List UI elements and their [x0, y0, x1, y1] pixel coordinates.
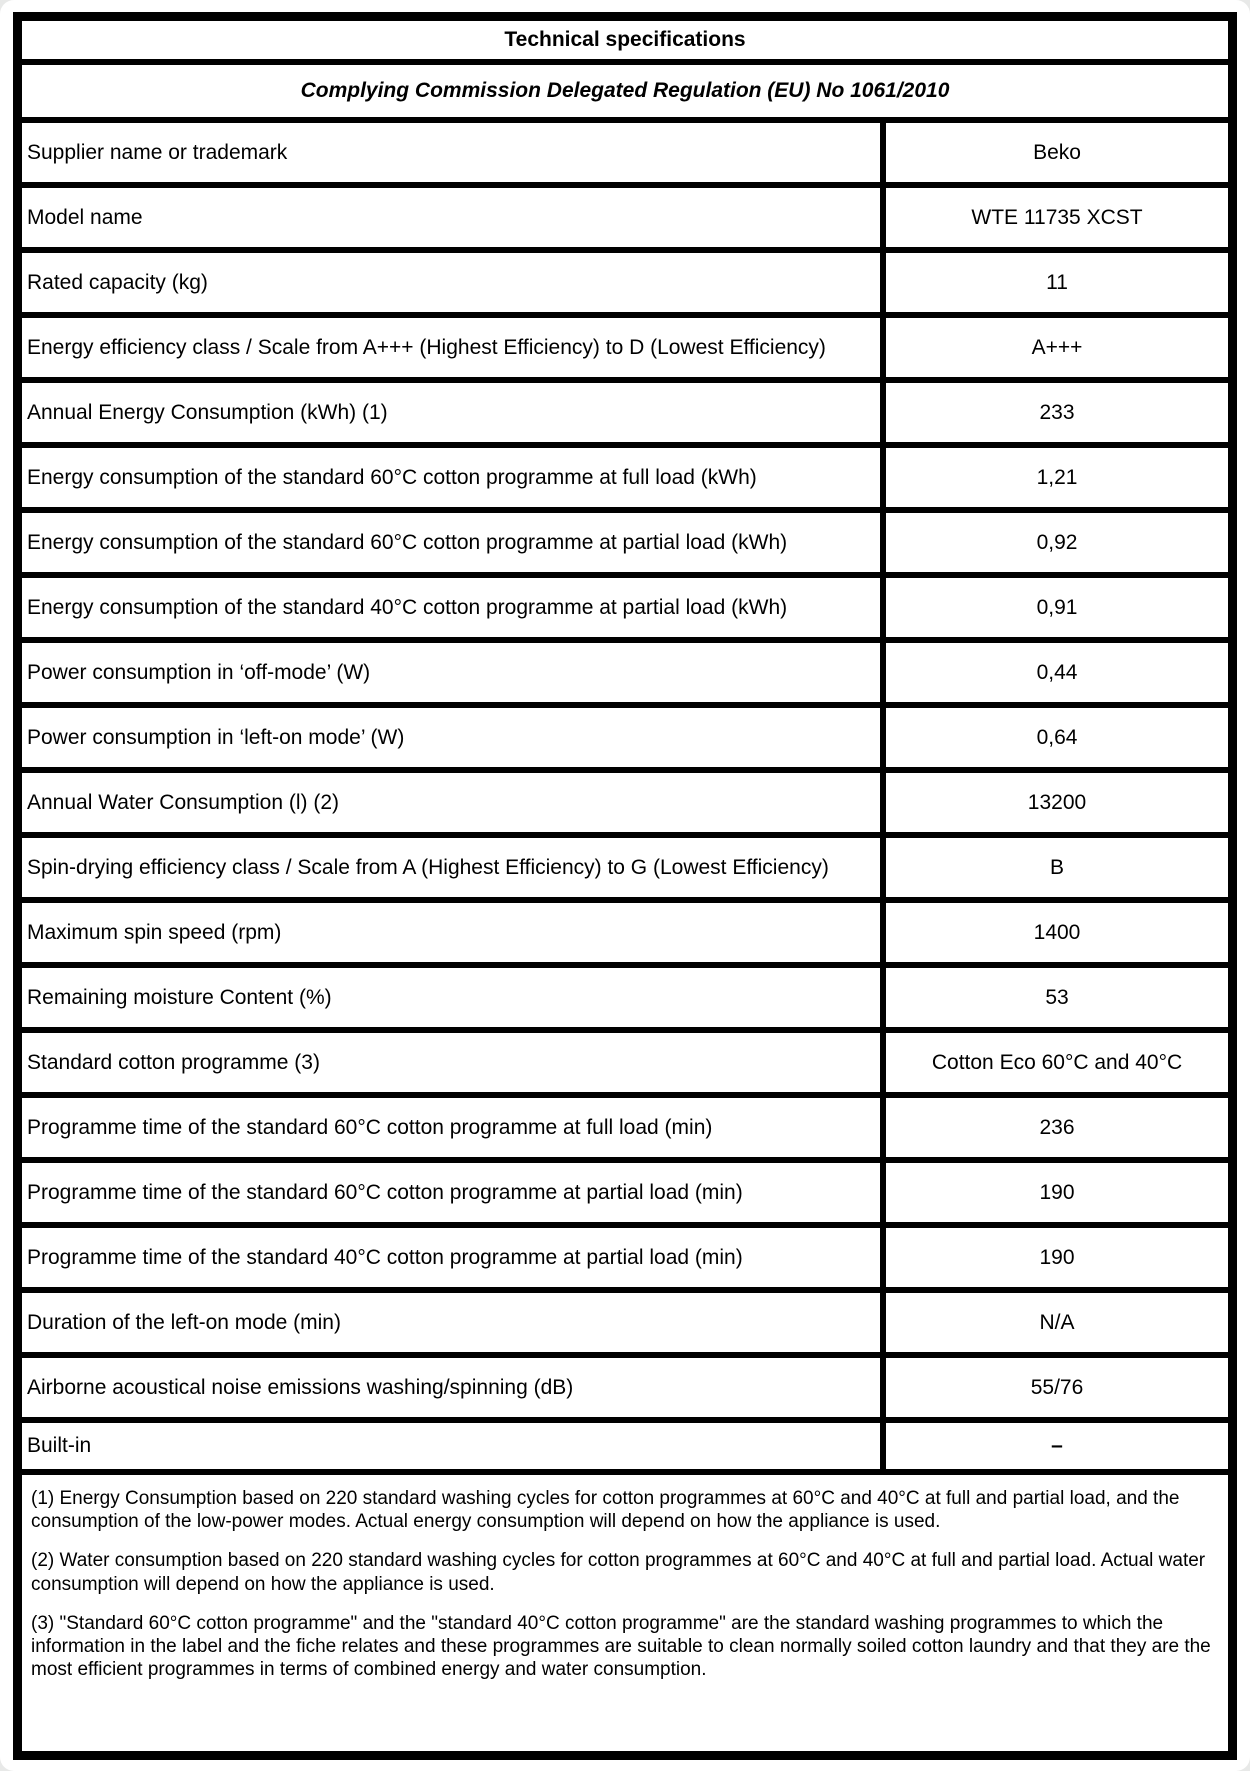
- row-power-left-on-mode: [22, 708, 1228, 773]
- spec-label: Supplier name or trademark: [22, 123, 886, 182]
- spec-label: Energy consumption of the standard 40°C cotton programme at partial load (kWh): [22, 578, 886, 637]
- spec-label: Model name: [22, 188, 886, 247]
- spec-value: 11: [1046, 270, 1068, 294]
- spec-value: 0,91: [1036, 595, 1078, 619]
- spec-label: Power consumption in ‘left-on mode’ (W): [22, 708, 886, 767]
- footnote-water: (2) Water consumption based on 220 standard washing cycles for cotton programmes at 60°C and 40°C at full and partial load. Actual water consumption will depend on how the appliance is used.: [31, 1550, 1206, 1595]
- spec-label: Energy efficiency class / Scale from A+++ (Highest Efficiency) to D (Lowest Efficiency): [22, 318, 886, 377]
- spec-value: B: [1049, 855, 1064, 879]
- spec-value: 53: [1045, 985, 1069, 1009]
- spec-label: Airborne acoustical noise emissions washing/spinning (dB): [22, 1358, 886, 1417]
- spec-value: 236: [1039, 1115, 1075, 1139]
- spec-value: N/A: [1039, 1310, 1075, 1334]
- spec-value: 0,92: [1036, 530, 1078, 554]
- spec-label: Maximum spin speed (rpm): [22, 903, 886, 962]
- table-subtitle-row: [22, 65, 1228, 123]
- spec-value: 1400: [1033, 920, 1081, 944]
- row-airborne-noise-emissions: [22, 1358, 1228, 1423]
- spec-value: Cotton Eco 60°C and 40°C: [931, 1050, 1183, 1074]
- spec-value: 13200: [1027, 790, 1087, 814]
- spec-value: 1,21: [1036, 465, 1078, 489]
- row-model-name: [22, 188, 1228, 253]
- row-supplier-name: [22, 123, 1228, 188]
- spec-label: Standard cotton programme (3): [22, 1033, 886, 1092]
- spec-value: –: [1051, 1434, 1063, 1457]
- spec-label: Programme time of the standard 60°C cotton programme at full load (min): [22, 1098, 886, 1157]
- row-annual-water-consumption: [22, 773, 1228, 838]
- spec-label: Power consumption in ‘off-mode’ (W): [22, 643, 886, 702]
- footnote-standard-programme: (3) "Standard 60°C cotton programme" and the "standard 40°C cotton programme" are the standard washing programmes to which the information in the label and the fiche relates and these programmes are suitable to clean normally soiled cotton laundry and that they are the most efficient programmes in terms of combined energy and water consumption.: [31, 1612, 1211, 1681]
- footnote-energy: (1) Energy Consumption based on 220 standard washing cycles for cotton programmes at 60°C and 40°C at full and partial load, and the consumption of the low-power modes. Actual energy consumption will depend on how the appliance is used.: [31, 1488, 1180, 1533]
- spec-label: Annual Energy Consumption (kWh) (1): [22, 383, 886, 442]
- spec-label: Energy consumption of the standard 60°C cotton programme at partial load (kWh): [22, 513, 886, 572]
- spec-label: Rated capacity (kg): [22, 253, 886, 312]
- regulation-subtitle: Complying Commission Delegated Regulation (EU) No 1061/2010: [300, 79, 950, 102]
- row-programme-time-40c-partial-load: [22, 1228, 1228, 1293]
- spec-value: WTE 11735 XCST: [971, 205, 1143, 229]
- row-programme-time-60c-full-load: [22, 1098, 1228, 1163]
- row-built-in: [22, 1423, 1228, 1475]
- spec-label: Energy consumption of the standard 60°C cotton programme at full load (kWh): [22, 448, 886, 507]
- footnotes-section: [22, 1475, 1228, 1751]
- spec-value: 55/76: [1030, 1375, 1084, 1399]
- spec-label: Remaining moisture Content (%): [22, 968, 886, 1027]
- spec-value: 0,44: [1036, 660, 1078, 684]
- technical-specifications-table: [13, 12, 1237, 1760]
- spec-label: Built-in: [22, 1423, 886, 1469]
- row-remaining-moisture-content: [22, 968, 1228, 1033]
- row-power-off-mode: [22, 643, 1228, 708]
- row-energy-efficiency-class: [22, 318, 1228, 383]
- row-rated-capacity: [22, 253, 1228, 318]
- table-title-row: [22, 21, 1228, 65]
- row-maximum-spin-speed: [22, 903, 1228, 968]
- row-programme-time-60c-partial-load: [22, 1163, 1228, 1228]
- row-standard-cotton-programme: [22, 1033, 1228, 1098]
- spec-value: A+++: [1031, 335, 1083, 359]
- footnotes-row: [22, 1475, 1228, 1751]
- spec-label: Programme time of the standard 40°C cotton programme at partial load (min): [22, 1228, 886, 1287]
- spec-value: 190: [1039, 1245, 1075, 1269]
- table-title: Technical specifications: [504, 28, 746, 51]
- row-annual-energy-consumption: [22, 383, 1228, 448]
- spec-value: 0,64: [1036, 725, 1078, 749]
- row-energy-60c-full-load: [22, 448, 1228, 513]
- spec-value: Beko: [1033, 140, 1081, 164]
- spec-label: Duration of the left-on mode (min): [22, 1293, 886, 1352]
- spec-label: Programme time of the standard 60°C cotton programme at partial load (min): [22, 1163, 886, 1222]
- spec-value: 190: [1039, 1180, 1075, 1204]
- spec-label: Annual Water Consumption (l) (2): [22, 773, 886, 832]
- spec-value: 233: [1039, 400, 1075, 424]
- row-energy-60c-partial-load: [22, 513, 1228, 578]
- spec-label: Spin-drying efficiency class / Scale from A (Highest Efficiency) to G (Lowest Efficiency): [22, 838, 886, 897]
- row-spin-drying-efficiency-class: [22, 838, 1228, 903]
- row-duration-left-on-mode: [22, 1293, 1228, 1358]
- row-energy-40c-partial-load: [22, 578, 1228, 643]
